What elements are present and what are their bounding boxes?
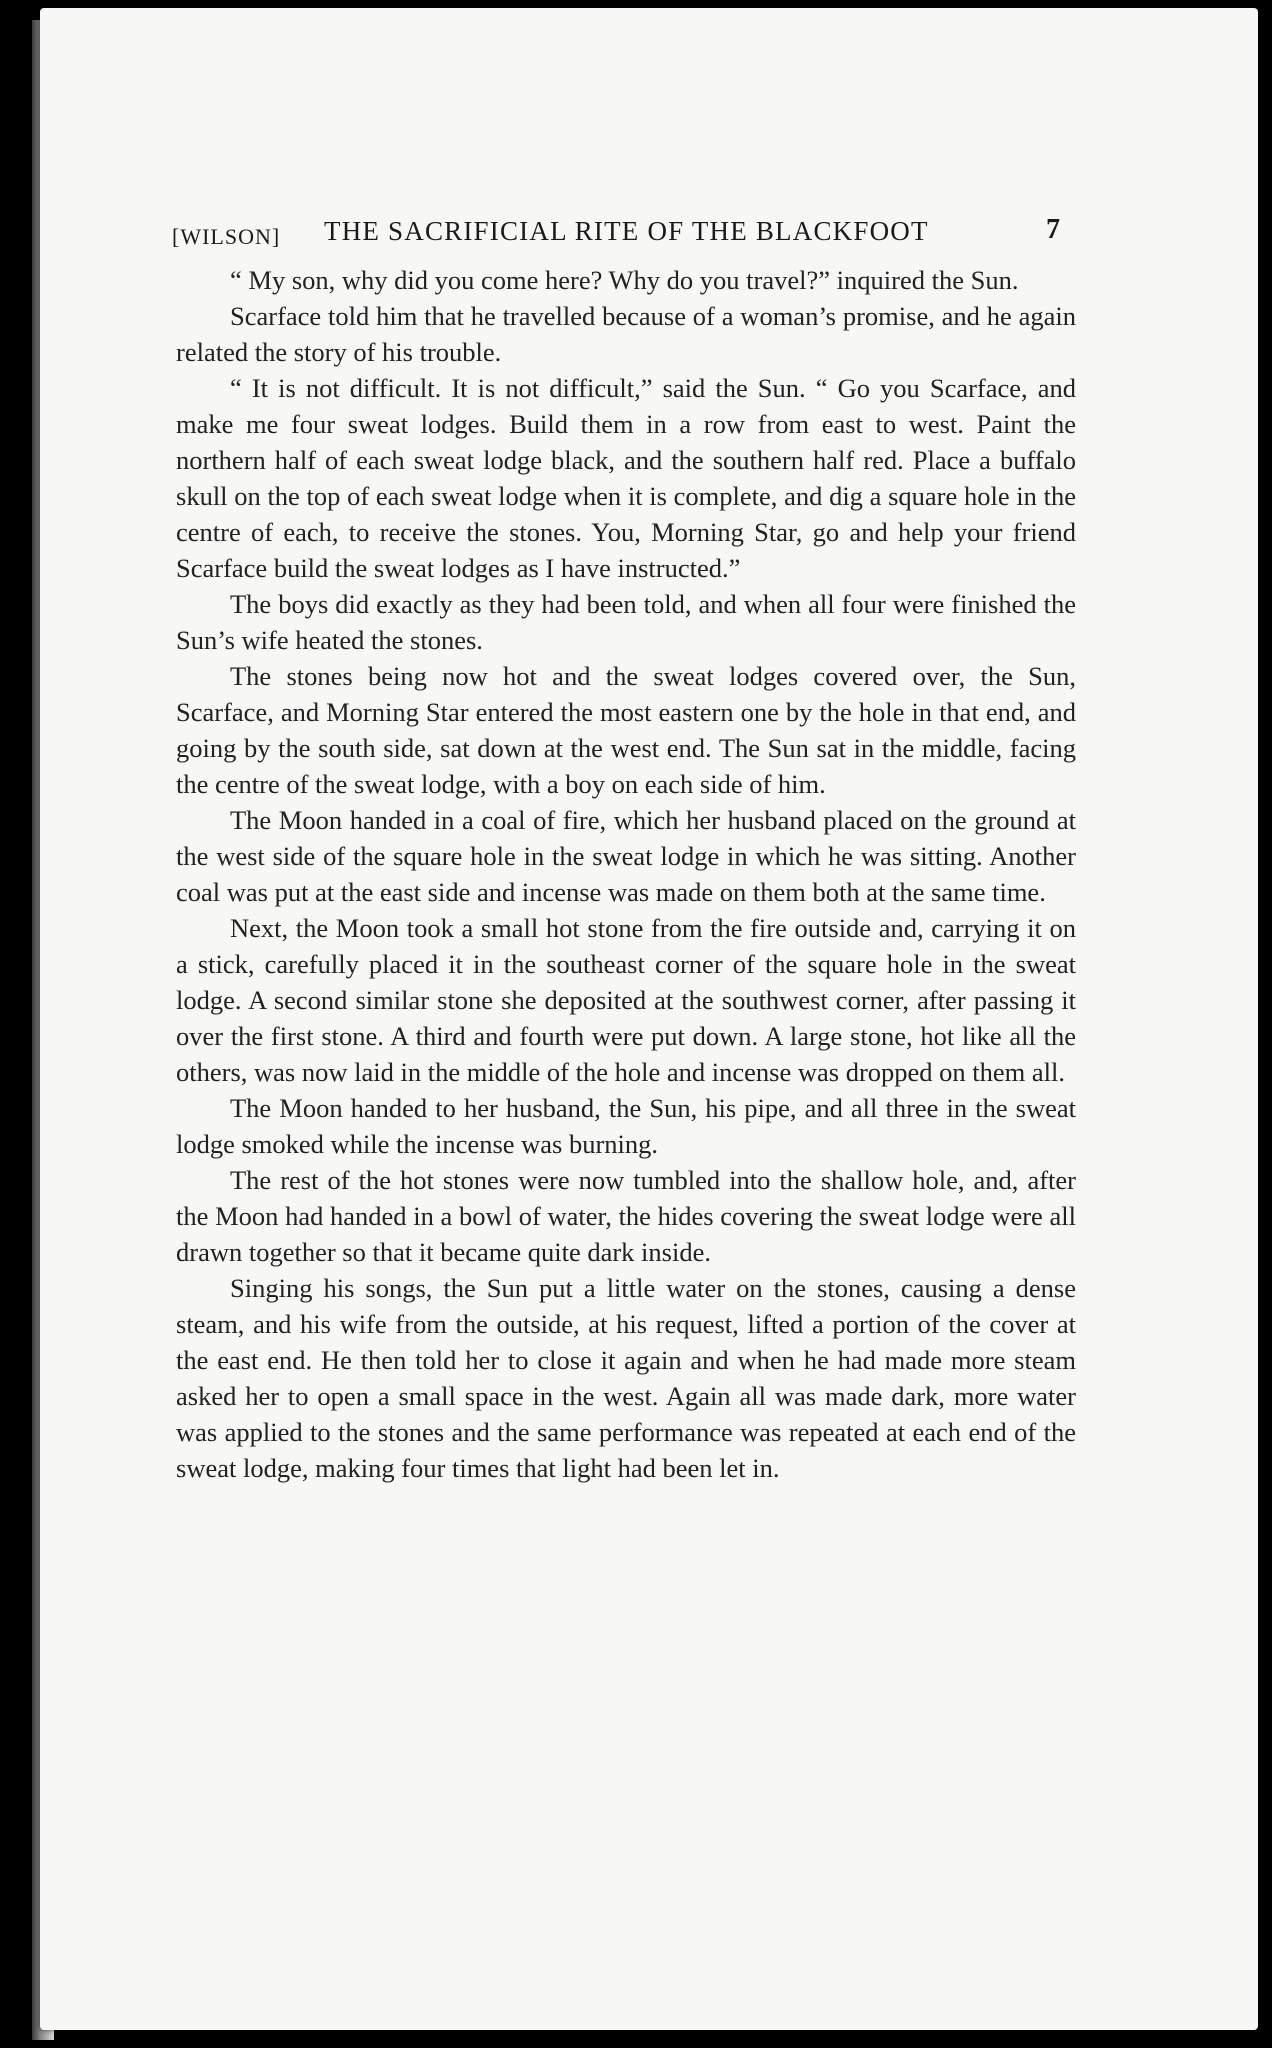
paragraph: The rest of the hot stones were now tumbled into the shallow hole, and, after the Moon had handed in a bowl of water, the hides covering the sweat lodge were all drawn together so that it became quite dark inside. xyxy=(176,1165,1076,1267)
paragraph: Scarface told him that he travelled because of a woman’s promise, and he again related the story of his trouble. xyxy=(176,301,1076,367)
paragraph: The stones being now hot and the sweat lodges covered over, the Sun, Scarface, and Morning Star entered the most eastern one by the hole in that end, and going by the south side, sat down at the west end. The Sun sat in the middle, facing the centre of the sweat lodge, with a boy on each side of him. xyxy=(176,661,1076,799)
page-number: 7 xyxy=(1046,214,1060,245)
paragraph: The boys did exactly as they had been told, and when all four were finished the Sun’s wife heated the stones. xyxy=(176,589,1076,655)
paragraph: Singing his songs, the Sun put a little water on the stones, causing a dense steam, and his wife from the outside, at his request, lifted a portion of the cover at the east end. He then told her to close it again and when he had made more steam asked her to open a small space in the west. Again all was made dark, more water was applied to the stones and the same performance was repeated at each end of the sweat lodge, making four times that light had been let in. xyxy=(176,1273,1076,1483)
paragraph: “ It is not difficult. It is not difficult,” said the Sun. “ Go you Scarface, and make me four sweat lodges. Build them in a row from east to west. Paint the northern half of each sweat lodge black, and the southern half red. Place a buffalo skull on the top of each sweat lodge when it is complete, and dig a square hole in the centre of each, to receive the stones. You, Morning Star, go and help your friend Scarface build the sweat lodges as I have instructed.” xyxy=(176,373,1076,583)
running-head-author: [WILSON] xyxy=(172,224,281,249)
paragraph: Next, the Moon took a small hot stone from the fire outside and, carrying it on a stick, carefully placed it in the southeast corner of the square hole in the sweat lodge. A second similar stone she deposited at the southwest corner, after passing it over the first stone. A third and fourth were put down. A large stone, hot like all the others, was now laid in the middle of the hole and incense was dropped on them all. xyxy=(176,913,1076,1087)
paragraph: “ My son, why did you come here? Why do you travel?” inquired the Sun. xyxy=(230,265,1019,295)
paragraph: The Moon handed to her husband, the Sun, his pipe, and all three in the sweat lodge smoked while the incense was burning. xyxy=(176,1093,1076,1159)
running-head-title: THE SACRIFICIAL RITE OF THE BLACKFOOT xyxy=(324,216,929,246)
paragraph: The Moon handed in a coal of fire, which her husband placed on the ground at the west side of the square hole in the sweat lodge in which he was sitting. Another coal was put at the east side and incense was made on them both at the same time. xyxy=(176,805,1076,907)
body-text xyxy=(176,262,1076,1486)
running-header xyxy=(172,214,1060,254)
